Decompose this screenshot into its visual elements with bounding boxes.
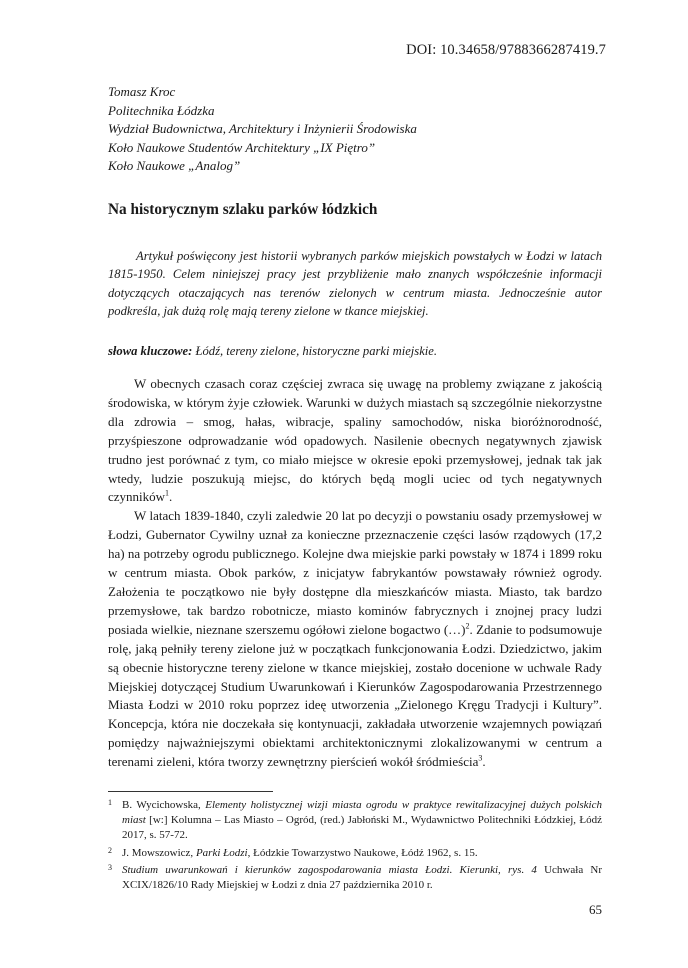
footnote-text: J. Mowszowicz,	[122, 846, 196, 859]
author-university: Politechnika Łódzka	[108, 102, 215, 118]
paragraph-2-end: .	[482, 754, 486, 770]
paragraph-1	[108, 375, 602, 507]
footnote-italic: Elementy holistycznej wizji miasta ogrodu w praktyce rewitalizacyjnej dużych polskich miast	[122, 799, 602, 827]
paragraph-1-text: W obecnych czasach coraz częściej zwraca się uwagę na problemy związane z jakością środowiska, w którym żyje człowiek. Warunki w dużych miastach są szczególnie niekorzystne dla zdrowia – smog, hałas, wibracje, spaliny samochodów, niska bioróżnorodność, przyśpieszone odprowadzanie wód opadowych. Nasilenie obecnych negatywnych zjawisk trudno jest porównać z tym, co miało miejsce w okresie epoki przemysłowej, jednak tak jak wtedy, ludzie poszukują miejsc, do których będą mogli uciec od tych negatywnych czynników	[108, 376, 602, 505]
footnote-text: , Łódzkie Towarzystwo Naukowe, Łódź 1962, s. 15.	[247, 846, 478, 859]
footnote-text: B. Wycichowska,	[122, 799, 206, 811]
doi-identifier: DOI: 10.34658/9788366287419.7	[406, 42, 606, 58]
page-number: 65	[589, 902, 602, 917]
footnotes	[108, 798, 602, 895]
footnote-text: [w:] Kolumna – Las Miasto – Ogród, (red.) Jabłoński M., Wydawnictwo Politechniki Łódzkiej, Łódź 2017, s. 57-72.	[122, 814, 602, 842]
keywords-text: Łódź, tereny zielone, historyczne parki miejskie.	[192, 344, 438, 358]
footnote-2	[108, 846, 602, 861]
keywords-label: słowa kluczowe:	[108, 344, 193, 358]
author-block	[108, 83, 417, 176]
footnote-ref-2: 2	[465, 621, 470, 631]
author-club-analog: Koło Naukowe „Analog”	[108, 158, 241, 174]
footnote-italic: Studium uwarunkowań i kierunków zagospodarowania miasta Łodzi. Kierunki, rys. 4	[122, 863, 537, 876]
body-text	[108, 375, 602, 772]
paragraph-2	[108, 507, 602, 772]
footnote-italic: Parki Łodzi	[195, 846, 248, 859]
footnote-ref-1: 1	[165, 489, 170, 499]
footnote-3	[108, 863, 602, 893]
author-faculty: Wydział Budownictwa, Architektury i Inżynierii Środowiska	[108, 121, 417, 137]
article-title: Na historycznym szlaku parków łódzkich	[108, 201, 378, 218]
footnote-ref-3: 3	[478, 753, 483, 763]
author-club-ix-pietro: Koło Naukowe Studentów Architektury „IX Piętro”	[108, 139, 376, 155]
abstract: Artykuł poświęcony jest historii wybranych parków miejskich powstałych w Łodzi w latach 1815-1950. Celem niniejszej pracy jest przybliżenie mało znanych współcześnie informacji dotyczących otaczających nas terenów zielonych w centrum miasta. Jednocześnie autor podkreśla, jak dużą rolę mają tereny zielone w tkance miejskiej.	[108, 249, 602, 318]
footnote-separator	[108, 791, 273, 792]
footnote-number: 1	[108, 798, 112, 807]
footnote-1	[108, 798, 602, 844]
footnote-text: Uchwała Nr XCIX/1826/10 Rady Miejskiej w Łodzi z dnia 27 października 2010 r.	[122, 863, 603, 892]
footnote-number: 3	[108, 862, 112, 872]
footnote-number: 2	[108, 845, 112, 855]
author-name: Tomasz Kroc	[108, 84, 176, 99]
paragraph-2-text-b: . Zdanie to podsumowuje rolę, jaką pełniły tereny zielone już w początkach funkcjonowania Łodzi. Dziedzictwo, jakim są obecnie historyczne tereny zielone w tkance miejskiej, zostało docenione w uchwale Rady Miejskiej dotyczącej Studium Uwarunkowań i Kierunków Zagospodarowania Przestrzennego Miasta Łodzi w 2010 roku poprzez ideę utworzenia „Zielonego Kręgu Tradycji i Kultury”. Koncepcja, która nie doczekała się kontynuacji, zakładała utworzenie wzajemnych powiązań pomiędzy najważniejszymi obiektami architektonicznymi zlokalizowanymi w centrum a terenami zieleni, która tworzy zewnętrzny pierścień wokół śródmieścia	[108, 621, 602, 770]
paragraph-2-text-a: W latach 1839-1840, czyli zaledwie 20 lat po decyzji o powstaniu osady przemysłowej w Łodzi, Gubernator Cywilny uznał za konieczne przeznaczenie części lasów rządowych (17,2 ha) na potrzeby ogrodu publicznego. Kolejne dwa miejskie parki powstały w 1874 i 1899 roku w centrum miasta. Obok parków, z inicjatyw fabrykantów powstawały również ogrody. Założenia te początkowo nie były dostępne dla mieszkańców miasta. Miasto, tak bardzo przemysłowe, tak bardzo robotnicze, miasto kominów fabrycznych i znojnej pracy ludzi posiada wielkie, nieznane szerszemu ogółowi zielone bogactwo (…)	[108, 508, 602, 637]
paragraph-1-end: .	[169, 489, 173, 505]
keywords	[108, 342, 602, 360]
